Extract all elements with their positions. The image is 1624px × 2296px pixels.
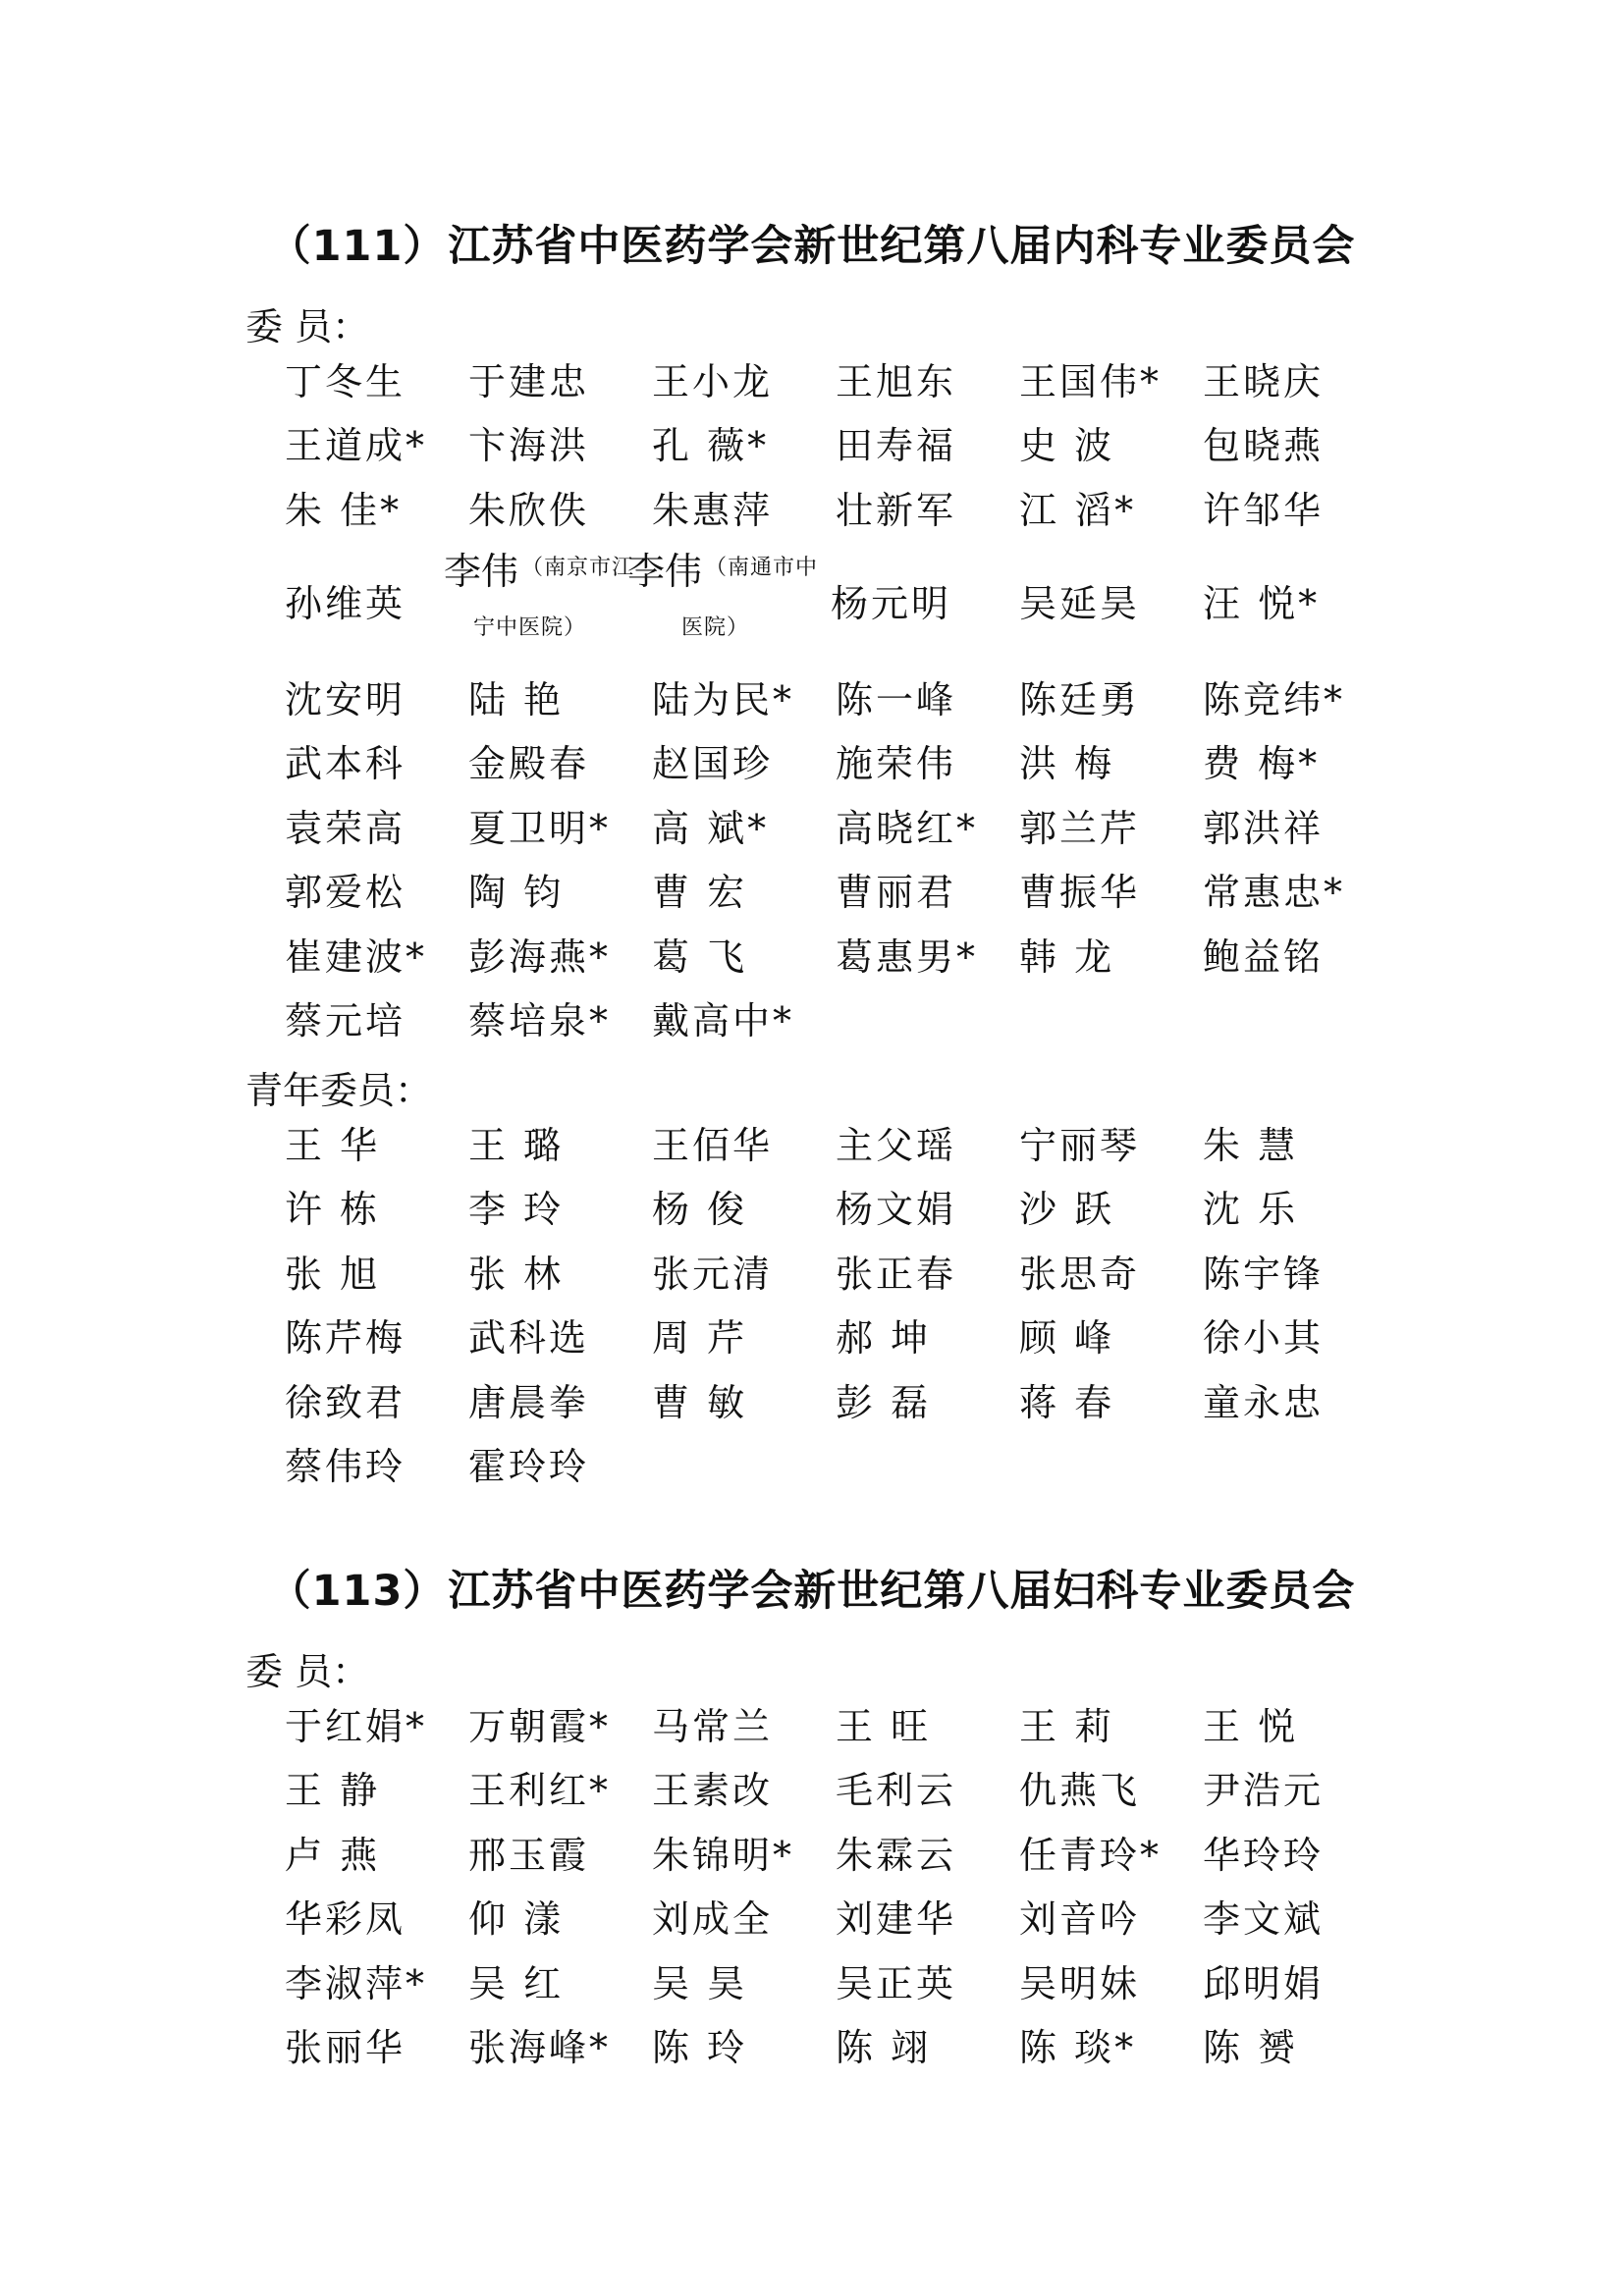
member-name — [468, 861, 652, 926]
member-name — [1203, 478, 1386, 543]
member-note-line2: 医院） — [681, 615, 750, 640]
member-name — [285, 1888, 468, 1952]
member-name — [1203, 1370, 1386, 1435]
member-name — [468, 1178, 652, 1243]
member-name-text: 华彩凤 — [285, 1897, 406, 1942]
member-name — [652, 1113, 836, 1178]
member-name — [285, 1178, 468, 1243]
member-name — [652, 1370, 836, 1435]
member-name — [652, 1307, 836, 1371]
member-name — [1203, 349, 1386, 414]
member-note-line2: 宁中医院） — [473, 615, 587, 640]
member-name: 孙维英 — [285, 582, 406, 625]
member-name-text: 葛 飞 — [652, 934, 748, 979]
member-name — [652, 414, 836, 479]
member-name — [468, 1888, 652, 1952]
member-name — [1203, 1694, 1386, 1759]
member-name — [836, 1435, 1019, 1500]
members-label: 委 员： — [245, 305, 370, 348]
member-name — [468, 1307, 652, 1371]
member-name — [285, 1113, 468, 1178]
member-name-text: 张丽华 — [285, 2026, 406, 2070]
member-name — [652, 989, 836, 1054]
member-name — [285, 414, 468, 479]
member-name — [1019, 1307, 1203, 1371]
member-name-annotated — [444, 540, 652, 667]
member-name-text: 彭海燕* — [468, 934, 612, 979]
member-name-text: 曹 宏 — [652, 871, 748, 915]
member-name — [836, 1951, 1019, 2016]
member-name — [836, 1178, 1019, 1243]
member-name — [1019, 1370, 1203, 1435]
member-name — [836, 732, 1019, 797]
member-name-text: 田寿福 — [836, 424, 957, 468]
member-name-text: 张思奇 — [1019, 1252, 1141, 1296]
member-name — [652, 1823, 836, 1888]
member-name — [836, 667, 1019, 732]
member-name-text: 朱霖云 — [836, 1833, 957, 1877]
member-name — [285, 1307, 468, 1371]
member-name — [1203, 2016, 1386, 2081]
member-name-text: 吴正英 — [836, 1961, 957, 2005]
member-name — [285, 1759, 468, 1824]
member-name-text: 施荣伟 — [836, 742, 957, 786]
member-name-text: 李文斌 — [1203, 1897, 1325, 1942]
member-name-text: 蔡元培 — [285, 999, 406, 1043]
member-name — [652, 2016, 836, 2081]
member-name-text: 张正春 — [836, 1252, 957, 1296]
member-name — [652, 796, 836, 861]
member-name-text: 葛惠男* — [836, 934, 979, 979]
member-name — [468, 1435, 652, 1500]
member-name-text: 郭兰芹 — [1019, 806, 1141, 850]
member-name-text: 郭洪祥 — [1203, 806, 1325, 850]
members-grid — [285, 349, 1414, 543]
member-name — [836, 1694, 1019, 1759]
member-name-text: 郭爱松 — [285, 871, 406, 915]
member-name — [285, 1242, 468, 1307]
member-name — [836, 1759, 1019, 1824]
member-name-text: 郝 坤 — [836, 1316, 932, 1361]
member-name — [285, 1823, 468, 1888]
member-name — [285, 667, 468, 732]
member-name-text: 沈 乐 — [1203, 1188, 1299, 1232]
member-name — [652, 925, 836, 989]
member-name-text: 朱 佳* — [285, 488, 403, 532]
member-name — [468, 989, 652, 1054]
member-name-text: 仰 漾 — [468, 1897, 565, 1942]
member-name-text: 张 旭 — [285, 1252, 381, 1296]
member-name-text: 朱锦明* — [652, 1833, 795, 1877]
member-name — [1019, 1178, 1203, 1243]
member-name-text: 朱 慧 — [1203, 1123, 1299, 1167]
member-name-text: 王道成* — [285, 424, 428, 468]
member-name — [1203, 925, 1386, 989]
member-name — [1019, 1823, 1203, 1888]
member-name — [1019, 478, 1203, 543]
member-name-text: 袁荣高 — [285, 806, 406, 850]
member-name — [1019, 732, 1203, 797]
member-name-text: 陶 钧 — [468, 871, 565, 915]
member-name — [285, 349, 468, 414]
member-name — [1019, 1435, 1203, 1500]
member-note: （南通市中 — [705, 556, 819, 580]
member-name-text: 曹振华 — [1019, 871, 1141, 915]
member-name-text: 陈 赟 — [1203, 2026, 1299, 2070]
member-name-text: 周 芹 — [652, 1316, 748, 1361]
member-name-text: 江 滔* — [1019, 488, 1137, 532]
member-name — [468, 732, 652, 797]
member-name — [285, 989, 468, 1054]
member-name — [652, 1694, 836, 1759]
member-name-text: 吴明妹 — [1019, 1961, 1141, 2005]
member-name-text: 鲍益铭 — [1203, 934, 1325, 979]
member-name — [1019, 667, 1203, 732]
member-name — [468, 478, 652, 543]
member-name-text: 唐晨拳 — [468, 1380, 590, 1424]
member-name — [1019, 796, 1203, 861]
member-name-text: 蒋 春 — [1019, 1380, 1115, 1424]
members-annotated-row — [285, 540, 1414, 667]
member-name-text: 张元清 — [652, 1252, 774, 1296]
member-name-text: 常惠忠* — [1203, 871, 1346, 915]
youth-members-grid — [285, 1113, 1414, 1499]
member-name — [468, 1694, 652, 1759]
member-name — [836, 925, 1019, 989]
member-name-text: 夏卫明* — [468, 806, 612, 850]
member-name-text: 王 璐 — [468, 1123, 565, 1167]
member-name-text: 邢玉霞 — [468, 1833, 590, 1877]
member-name-text: 于建忠 — [468, 359, 590, 403]
section-heading: 江苏省中医药学会新世纪第八届内科专业委员会 — [448, 222, 1356, 271]
member-name-text: 万朝霞* — [468, 1704, 612, 1748]
member-name — [285, 1951, 468, 2016]
member-name — [1019, 1951, 1203, 2016]
member-name-text: 卢 燕 — [285, 1833, 381, 1877]
member-name — [836, 478, 1019, 543]
member-name — [836, 861, 1019, 926]
member-name: 吴延昊 — [1019, 582, 1141, 625]
member-name — [468, 796, 652, 861]
member-name — [836, 1242, 1019, 1307]
member-name-text: 于红娟* — [285, 1704, 428, 1748]
member-name-text: 陈宇锋 — [1203, 1252, 1325, 1296]
member-name — [1203, 796, 1386, 861]
member-name-text: 邱明娟 — [1203, 1961, 1325, 2005]
member-name — [652, 1759, 836, 1824]
member-name-text: 杨文娟 — [836, 1188, 957, 1232]
member-name-text: 蔡伟玲 — [285, 1445, 406, 1489]
member-name-text: 陈竞纬* — [1203, 677, 1346, 721]
member-name — [652, 732, 836, 797]
member-name — [1019, 414, 1203, 479]
member-name-text: 吴 红 — [468, 1961, 565, 2005]
member-name-text: 王佰华 — [652, 1123, 774, 1167]
member-name-text: 主父瑶 — [836, 1123, 957, 1167]
members-grid — [285, 1694, 1414, 2080]
member-name-text: 杨 俊 — [652, 1188, 748, 1232]
member-name — [468, 1370, 652, 1435]
member-name-text: 卞海洪 — [468, 424, 590, 468]
member-name-text: 王 静 — [285, 1769, 381, 1813]
member-name — [1019, 1242, 1203, 1307]
member-name-text: 曹 敏 — [652, 1380, 748, 1424]
member-name — [1203, 1951, 1386, 2016]
member-name — [285, 1370, 468, 1435]
member-name-text: 彭 磊 — [836, 1380, 932, 1424]
member-name — [836, 1307, 1019, 1371]
section-113-title — [0, 1558, 1624, 1618]
member-name — [836, 1823, 1019, 1888]
member-name-text: 王 旺 — [836, 1704, 932, 1748]
member-name — [1203, 414, 1386, 479]
youth-members-label: 青年委员： — [245, 1069, 433, 1112]
member-name — [1019, 1113, 1203, 1178]
member-name-text: 尹浩元 — [1203, 1769, 1325, 1813]
member-name-text: 陈 琰* — [1019, 2026, 1137, 2070]
member-name — [652, 667, 836, 732]
member-name-text: 刘音吟 — [1019, 1897, 1141, 1942]
member-name-text: 丁冬生 — [285, 359, 406, 403]
member-name-text: 陈一峰 — [836, 677, 957, 721]
member-name — [652, 1435, 836, 1500]
member-name-text: 孔 薇* — [652, 424, 770, 468]
member-name-text: 陈 翊 — [836, 2026, 932, 2070]
member-name — [1019, 989, 1203, 1054]
member-name — [652, 1951, 836, 2016]
member-name — [1019, 925, 1203, 989]
member-name — [468, 414, 652, 479]
member-name-text: 金殿春 — [468, 742, 590, 786]
member-name — [1203, 989, 1386, 1054]
member-name-text: 蔡培泉* — [468, 999, 612, 1043]
member-name-text: 徐致君 — [285, 1380, 406, 1424]
member-name — [652, 478, 836, 543]
member-name — [1019, 1759, 1203, 1824]
member-name-text: 费 梅* — [1203, 742, 1321, 786]
member-name-text: 沈安明 — [285, 677, 406, 721]
member-name-text: 童永忠 — [1203, 1380, 1325, 1424]
member-name — [652, 861, 836, 926]
member-name-text: 张 林 — [468, 1252, 565, 1296]
member-name: 汪 悦* — [1203, 582, 1321, 625]
member-name — [468, 1759, 652, 1824]
member-name-text: 高 斌* — [652, 806, 770, 850]
member-note: （南京市江 — [521, 556, 635, 580]
member-name-text: 李淑萍* — [285, 1961, 428, 2005]
member-name-text: 毛利云 — [836, 1769, 957, 1813]
section-heading: 江苏省中医药学会新世纪第八届妇科专业委员会 — [448, 1567, 1356, 1616]
member-name — [1019, 2016, 1203, 2081]
member-name-text: 王国伟* — [1019, 359, 1163, 403]
member-name — [1203, 1307, 1386, 1371]
member-name — [468, 349, 652, 414]
member-name-text: 陆为民* — [652, 677, 795, 721]
member-name — [1203, 1178, 1386, 1243]
member-name — [836, 1370, 1019, 1435]
member-name-text: 崔建波* — [285, 934, 428, 979]
member-name — [285, 1435, 468, 1500]
member-name — [1019, 1888, 1203, 1952]
member-name-text: 壮新军 — [836, 488, 957, 532]
member-name-text: 刘建华 — [836, 1897, 957, 1942]
member-name — [1019, 1694, 1203, 1759]
member-name: 杨元明 — [831, 582, 952, 625]
member-name — [468, 925, 652, 989]
section-number: （113） — [268, 1567, 447, 1616]
member-name-text: 许邹华 — [1203, 488, 1325, 532]
member-name — [836, 1888, 1019, 1952]
member-name — [652, 1888, 836, 1952]
member-name — [652, 1178, 836, 1243]
member-name-text: 李伟 — [444, 550, 519, 593]
member-name — [285, 925, 468, 989]
member-name-text: 王小龙 — [652, 359, 774, 403]
member-name-text: 包晓燕 — [1203, 424, 1325, 468]
member-name — [836, 349, 1019, 414]
member-name — [1203, 667, 1386, 732]
member-name — [652, 349, 836, 414]
member-name — [468, 667, 652, 732]
member-name-text: 王 莉 — [1019, 1704, 1115, 1748]
member-name-text: 王旭东 — [836, 359, 957, 403]
member-name — [468, 1242, 652, 1307]
section-number: （111） — [268, 222, 447, 271]
member-name-text: 武科选 — [468, 1316, 590, 1361]
member-name-annotated — [627, 540, 836, 667]
member-name — [836, 414, 1019, 479]
member-name — [836, 1113, 1019, 1178]
member-name — [1203, 1888, 1386, 1952]
member-name — [468, 1823, 652, 1888]
member-name — [285, 732, 468, 797]
member-name — [468, 1113, 652, 1178]
member-name — [1203, 1113, 1386, 1178]
member-name-text: 许 栋 — [285, 1188, 381, 1232]
section-111-title — [0, 213, 1624, 273]
member-name-text: 洪 梅 — [1019, 742, 1115, 786]
member-name — [1203, 732, 1386, 797]
member-name-text: 马常兰 — [652, 1704, 774, 1748]
member-name — [1019, 861, 1203, 926]
member-name — [1019, 349, 1203, 414]
member-name — [1203, 1242, 1386, 1307]
member-name-text: 王利红* — [468, 1769, 612, 1813]
member-name-text: 王晓庆 — [1203, 359, 1325, 403]
member-name-text: 张海峰* — [468, 2026, 612, 2070]
member-name — [285, 1694, 468, 1759]
members-label: 委 员： — [245, 1650, 370, 1693]
member-name-text: 王 华 — [285, 1123, 381, 1167]
member-name — [285, 478, 468, 543]
member-name-text: 韩 龙 — [1019, 934, 1115, 979]
member-name — [468, 1951, 652, 2016]
member-name — [1203, 1823, 1386, 1888]
member-name-text: 史 波 — [1019, 424, 1115, 468]
member-name — [285, 796, 468, 861]
member-name — [468, 2016, 652, 2081]
member-name — [652, 1242, 836, 1307]
member-name — [1203, 861, 1386, 926]
member-name-text: 沙 跃 — [1019, 1188, 1115, 1232]
member-name-text: 朱惠萍 — [652, 488, 774, 532]
member-name-text: 李伟 — [627, 550, 703, 593]
member-name-text: 刘成全 — [652, 1897, 774, 1942]
member-name-text: 任青玲* — [1019, 1833, 1163, 1877]
member-name-text: 武本科 — [285, 742, 406, 786]
member-name-text: 仇燕飞 — [1019, 1769, 1141, 1813]
member-name-text: 曹丽君 — [836, 871, 957, 915]
member-name-text: 高晓红* — [836, 806, 979, 850]
members-grid-continued — [285, 667, 1414, 1053]
member-name — [836, 2016, 1019, 2081]
member-name-text: 宁丽琴 — [1019, 1123, 1141, 1167]
member-name — [285, 2016, 468, 2081]
member-name — [1203, 1759, 1386, 1824]
member-name-text: 李 玲 — [468, 1188, 565, 1232]
member-name-text: 王素改 — [652, 1769, 774, 1813]
member-name-text: 华玲玲 — [1203, 1833, 1325, 1877]
member-name-text: 陈廷勇 — [1019, 677, 1141, 721]
member-name-text: 陈 玲 — [652, 2026, 748, 2070]
member-name — [836, 989, 1019, 1054]
member-name-text: 朱欣佚 — [468, 488, 590, 532]
member-name-text: 戴高中* — [652, 999, 795, 1043]
member-name-text: 徐小其 — [1203, 1316, 1325, 1361]
member-name-text: 王 悦 — [1203, 1704, 1299, 1748]
member-name-text: 霍玲玲 — [468, 1445, 590, 1489]
member-name — [836, 796, 1019, 861]
member-name — [1203, 1435, 1386, 1500]
member-name-text: 赵国珍 — [652, 742, 774, 786]
member-name-text: 陈芹梅 — [285, 1316, 406, 1361]
member-name-text: 陆 艳 — [468, 677, 565, 721]
member-name — [285, 861, 468, 926]
member-name-text: 吴 昊 — [652, 1961, 748, 2005]
member-name-text: 顾 峰 — [1019, 1316, 1115, 1361]
